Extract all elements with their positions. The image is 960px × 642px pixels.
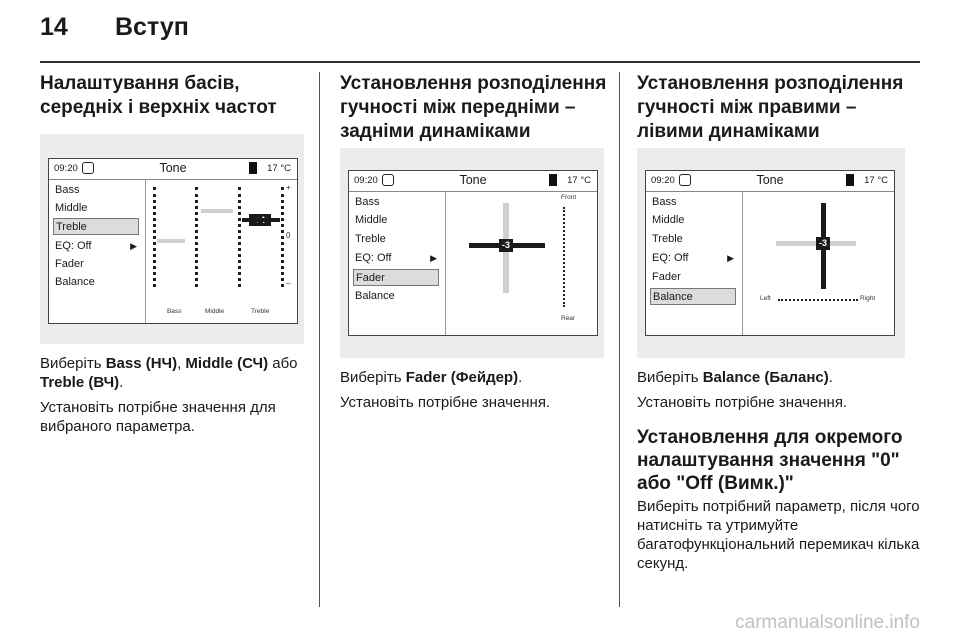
treble-level-bar [242,218,280,222]
middle-scale [195,187,201,287]
menu-item-fader[interactable]: Fader [353,269,439,286]
status-bar [349,171,597,192]
section-heading: Установлення розподілення гучності між правими – лівими динаміками [637,73,904,142]
fader-panel [445,191,597,335]
instruction-select [637,368,922,387]
tone-menu [646,191,743,335]
thermometer-icon [846,174,854,186]
text-suffix: . [119,374,124,391]
option-treble: Treble (ВЧ) [40,374,120,391]
menu-item-balance[interactable]: Balance [650,288,736,305]
menu-item-middle[interactable]: Middle [652,214,685,226]
status-bar [646,171,894,192]
menu-item-label: EQ: Off [355,252,392,264]
balance-screen-illustration [637,148,905,358]
instruction-set: Установіть потрібне значення. [637,394,848,411]
label-left: Left [760,295,771,302]
display-screen [348,170,598,336]
menu-item-eq[interactable] [53,238,139,255]
clock-time: 09:20 [354,175,378,186]
chevron-right-icon: ▶ [430,253,437,263]
display-screen [645,170,895,336]
section-heading: Установлення розподілення гучності між передніми – задніми динаміками [340,73,607,142]
bass-scale [153,187,159,287]
tone-menu [49,179,146,323]
chevron-right-icon: ▶ [130,241,137,251]
temperature: 17 °C [864,175,888,186]
menu-item-eq[interactable] [353,250,439,267]
option-bass: Bass (НЧ) [105,355,178,372]
instruction-select [40,354,310,392]
text-suffix: . [828,369,833,386]
reset-heading: Установлення для окремого налаштування значення "0" або "Off (Вимк.)" [637,427,903,494]
option-middle: Middle (СЧ) [185,355,269,372]
text-sep: або [268,355,298,372]
instruction-select [340,368,610,387]
instruction-set: Установіть потрібне значення. [340,394,551,411]
temperature: 17 °C [567,175,591,186]
treble-scale [238,187,244,287]
fader-knob[interactable]: -3 [499,239,513,252]
thermometer-icon [249,162,257,174]
section-fader [340,72,610,412]
text-suffix: . [518,369,523,386]
fader-screen-illustration [340,148,604,358]
menu-item-fader[interactable]: Fader [652,271,681,283]
menu-item-eq[interactable] [650,250,736,267]
screen-title: Tone [459,173,487,187]
menu-item-label: EQ: Off [652,252,689,264]
menu-item-middle[interactable]: Middle [55,202,88,214]
thermometer-icon [549,174,557,186]
option-fader: Fader (Фейдер) [405,369,519,386]
balance-panel [742,191,894,335]
label-front: Front [561,194,577,201]
column-divider [319,72,320,607]
page-number: 14 [40,13,68,41]
site-watermark: carmanualsonline.info [735,612,920,633]
bass-level-bar [157,239,185,243]
screen-title: Tone [756,173,784,187]
col-label-bass: Bass [167,308,182,315]
text-prefix: Виберіть [637,369,703,386]
menu-item-treble[interactable]: Treble [355,233,386,245]
column-divider [619,72,620,607]
menu-item-middle[interactable]: Middle [355,214,388,226]
label-right: Right [860,295,876,302]
eq-panel [145,179,297,323]
chevron-right-icon: ▶ [727,253,734,263]
scale-plus: + [286,183,291,192]
page-title: Вступ [115,13,189,41]
menu-item-bass[interactable]: Bass [652,196,677,208]
page-header [0,0,960,62]
section-balance [637,72,922,573]
instruction-set: Установіть потрібне значення для вибраного параметра. [40,399,276,435]
text-sep: , [177,355,186,372]
tone-menu [349,191,446,335]
menu-item-fader[interactable]: Fader [55,258,84,270]
menu-item-bass[interactable]: Bass [55,184,80,196]
scale-minus: – [286,279,291,288]
section-tone [40,72,310,436]
menu-item-label: EQ: Off [55,240,92,252]
reset-instruction: Виберіть потрібний параметр, після чого натисніть та утримуйте багатофункціональний перемикач кілька секунд. [637,498,920,572]
left-right-scale [778,299,858,301]
clock-time: 09:20 [54,163,78,174]
front-rear-scale [563,207,568,307]
menu-item-bass[interactable]: Bass [355,196,380,208]
section-heading: Налаштування басів, середніх і верхніх частот [40,73,277,118]
scale-zero: 0 [286,231,291,240]
menu-item-balance[interactable]: Balance [355,290,395,302]
status-bar [49,159,297,180]
balance-knob[interactable]: -3 [816,237,830,250]
display-screen [48,158,298,324]
clock-time: 09:20 [651,175,675,186]
label-rear: Rear [561,315,576,322]
col-label-middle: Middle [205,308,225,315]
text-prefix: Виберіть [40,355,106,372]
header-divider [40,61,920,63]
tone-screen-illustration [40,134,304,344]
screen-title: Tone [159,161,187,175]
col-label-treble: Treble [251,308,270,315]
menu-item-balance[interactable]: Balance [55,276,95,288]
middle-level-bar [201,209,233,213]
menu-item-treble[interactable]: Treble [652,233,683,245]
option-balance: Balance (Баланс) [702,369,829,386]
menu-item-treble[interactable]: Treble [53,218,139,235]
text-prefix: Виберіть [340,369,406,386]
temperature: 17 °C [267,163,291,174]
